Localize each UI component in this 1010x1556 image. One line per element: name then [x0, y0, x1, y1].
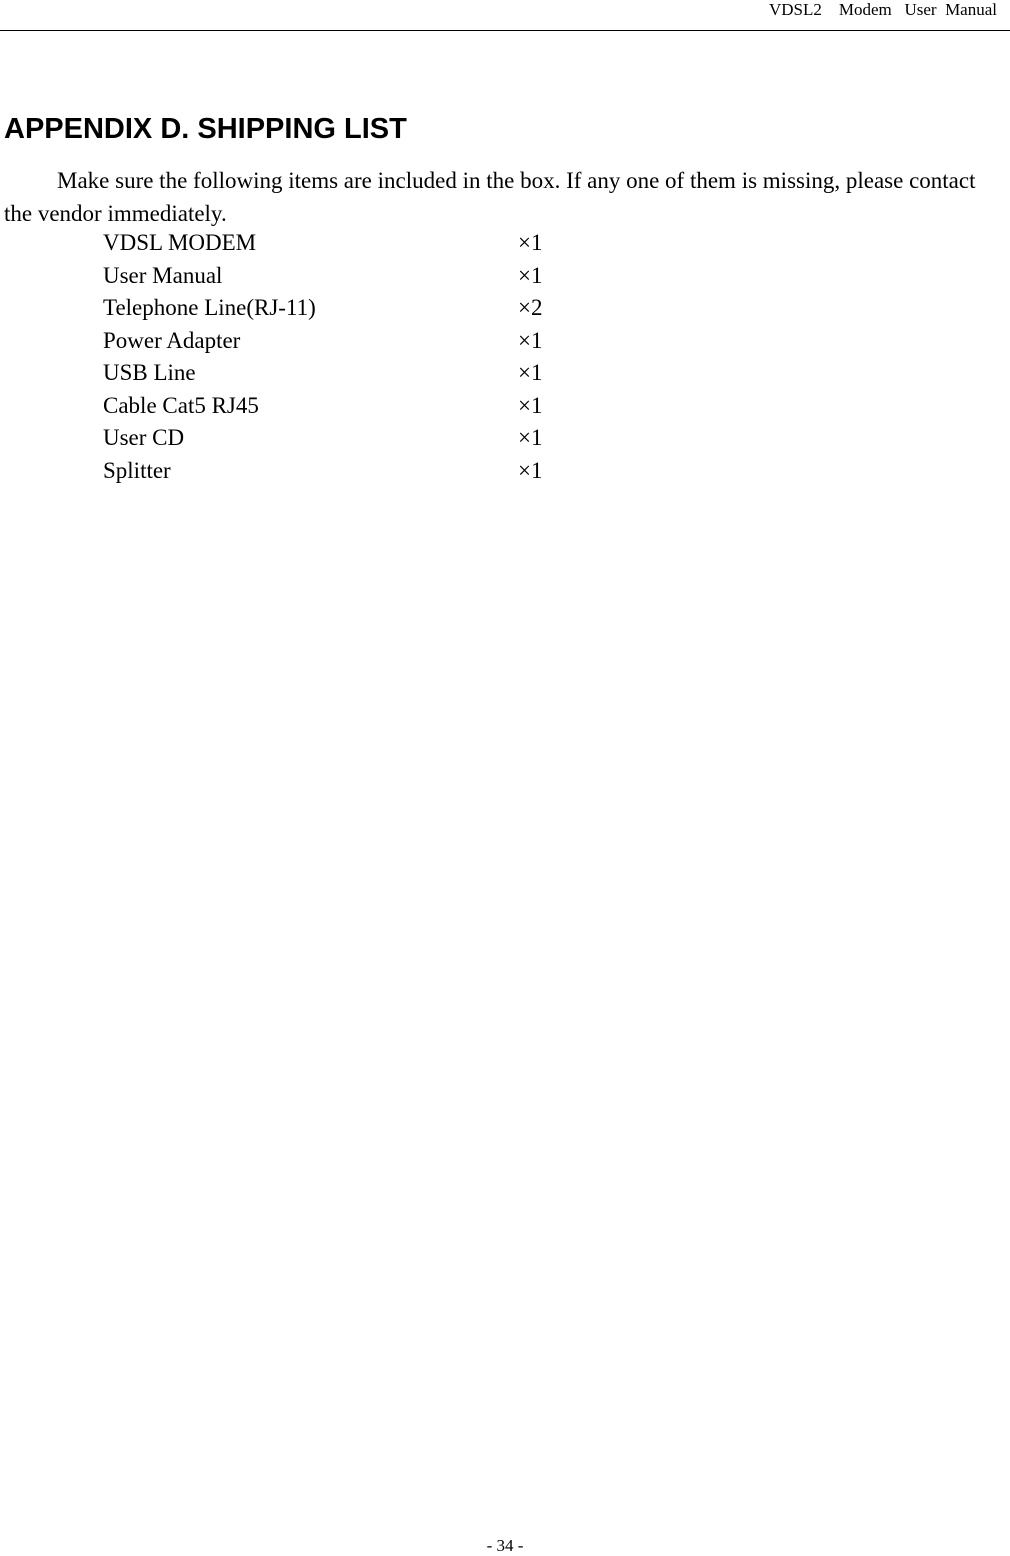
item-quantity: ×1	[518, 360, 543, 385]
item-name: Cable Cat5 RJ45	[103, 392, 259, 418]
item-quantity: ×2	[518, 295, 543, 320]
item-quantity: ×1	[518, 392, 543, 418]
item-name: VDSL MODEM	[103, 230, 257, 255]
item-name: Telephone Line(RJ-11)	[103, 295, 316, 320]
item-name: Power Adapter	[103, 327, 241, 353]
item-quantity: ×1	[518, 425, 543, 450]
header-title: VDSL2 Modem User Manual	[768, 0, 997, 19]
page-number: - 34 -	[486, 1536, 524, 1555]
item-name: USB Line	[103, 360, 196, 385]
item-quantity: ×1	[518, 230, 543, 255]
item-name: Splitter	[103, 457, 171, 483]
appendix-title: APPENDIX D. SHIPPING LIST	[4, 113, 407, 145]
item-quantity: ×1	[518, 457, 543, 483]
page-header	[0, 0, 1010, 31]
item-quantity: ×1	[518, 327, 543, 353]
intro-paragraph: Make sure the following items are included in the box. If any one of them is missing, please contact the vendor immediately.	[4, 168, 976, 226]
item-name: User CD	[103, 425, 185, 450]
item-name: User Manual	[103, 262, 223, 288]
item-quantity: ×1	[518, 262, 543, 288]
